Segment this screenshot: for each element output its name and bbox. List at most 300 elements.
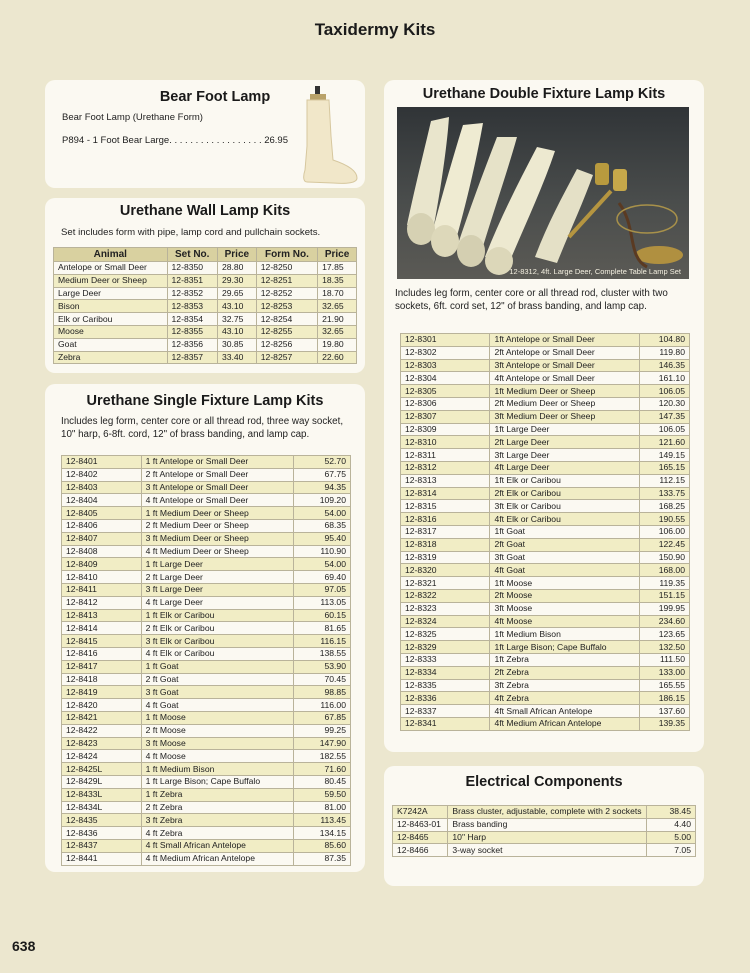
table-cell: 182.55: [294, 750, 351, 763]
table-cell: 30.85: [217, 338, 256, 351]
table-cell: 12-8466: [393, 844, 448, 857]
table-row: [62, 609, 351, 622]
table-cell: 12-8408: [62, 545, 142, 558]
table-cell: 12-8434L: [62, 801, 142, 814]
table-cell: 12-8415: [62, 635, 142, 648]
wall-kits-table: [53, 247, 357, 364]
table-cell: 116.15: [294, 635, 351, 648]
table-row: [62, 750, 351, 763]
table-cell: 12-8421: [62, 711, 142, 724]
table-cell: 2 ft Zebra: [141, 801, 294, 814]
table-cell: 165.55: [640, 679, 690, 692]
wall-kits-card: [45, 198, 365, 373]
table-cell: 97.05: [294, 583, 351, 596]
table-cell: 54.00: [294, 558, 351, 571]
table-cell: 1 ft Medium Deer or Sheep: [141, 507, 294, 520]
table-cell: 12-8306: [401, 397, 490, 410]
table-cell: 113.45: [294, 814, 351, 827]
table-cell: 4 ft Medium Deer or Sheep: [141, 545, 294, 558]
table-cell: 2 ft Antelope or Small Deer: [141, 468, 294, 481]
table-row: [401, 641, 690, 654]
table-cell: 12-8433L: [62, 788, 142, 801]
table-cell: 3 ft Elk or Caribou: [141, 635, 294, 648]
table-row: [54, 300, 357, 313]
table-cell: 12-8257: [256, 351, 317, 364]
table-cell: 4 ft Medium African Antelope: [141, 852, 294, 865]
table-row: [393, 818, 696, 831]
table-cell: 17.85: [318, 262, 357, 275]
table-cell: 1ft Medium Bison: [490, 628, 640, 641]
table-cell: 12-8336: [401, 692, 490, 705]
single-kits-description: Includes leg form, center core or all thread rod, three way socket, 10" harp, 6-8ft. cord, 12" of brass banding, and lamp cap.: [61, 416, 344, 440]
table-row: [62, 724, 351, 737]
table-cell: 1ft Antelope or Small Deer: [490, 334, 640, 347]
table-cell: 133.75: [640, 487, 690, 500]
table-cell: Zebra: [54, 351, 168, 364]
table-cell: 4 ft Small African Antelope: [141, 839, 294, 852]
table-cell: 22.60: [318, 351, 357, 364]
table-cell: 70.45: [294, 673, 351, 686]
table-cell: 4.40: [646, 818, 695, 831]
table-cell: 1 ft Elk or Caribou: [141, 609, 294, 622]
table-row: [401, 410, 690, 423]
table-cell: 3ft Elk or Caribou: [490, 500, 640, 513]
table-cell: 12-8324: [401, 615, 490, 628]
table-cell: 4 ft Elk or Caribou: [141, 647, 294, 660]
table-row: [62, 673, 351, 686]
table-header-cell: Set No.: [167, 248, 217, 262]
table-cell: 12-8312: [401, 461, 490, 474]
table-row: [401, 666, 690, 679]
table-cell: 12-8322: [401, 589, 490, 602]
table-row: [393, 831, 696, 844]
table-cell: 33.40: [217, 351, 256, 364]
table-cell: 2ft Medium Deer or Sheep: [490, 397, 640, 410]
table-cell: 3 ft Zebra: [141, 814, 294, 827]
table-row: [62, 494, 351, 507]
table-cell: Goat: [54, 338, 168, 351]
table-row: [62, 545, 351, 558]
table-cell: 147.90: [294, 737, 351, 750]
table-cell: 12-8304: [401, 372, 490, 385]
electrical-table: [392, 805, 696, 857]
table-cell: 98.85: [294, 686, 351, 699]
bear-foot-subtitle: Bear Foot Lamp (Urethane Form): [62, 112, 203, 123]
table-row: [54, 274, 357, 287]
table-cell: 12-8341: [401, 717, 490, 730]
electrical-title: Electrical Components: [465, 774, 623, 790]
table-cell: 165.15: [640, 461, 690, 474]
table-cell: 106.05: [640, 385, 690, 398]
table-cell: 85.60: [294, 839, 351, 852]
table-cell: 2 ft Elk or Caribou: [141, 622, 294, 635]
table-row: [62, 763, 351, 776]
table-cell: 32.75: [217, 313, 256, 326]
table-cell: 1 ft Goat: [141, 660, 294, 673]
table-cell: 1ft Large Bison; Cape Buffalo: [490, 641, 640, 654]
table-cell: 4ft Elk or Caribou: [490, 513, 640, 526]
table-cell: 10" Harp: [448, 831, 646, 844]
table-row: [62, 827, 351, 840]
table-cell: 4ft Small African Antelope: [490, 705, 640, 718]
table-cell: 1 ft Large Deer: [141, 558, 294, 571]
table-cell: 119.80: [640, 346, 690, 359]
table-cell: Antelope or Small Deer: [54, 262, 168, 275]
double-lamp-photo: [397, 107, 689, 279]
table-cell: 29.65: [217, 287, 256, 300]
table-row: [62, 699, 351, 712]
table-row: [62, 788, 351, 801]
table-cell: 12-8435: [62, 814, 142, 827]
table-row: [401, 679, 690, 692]
table-cell: 4ft Zebra: [490, 692, 640, 705]
table-cell: 110.90: [294, 545, 351, 558]
table-cell: 104.80: [640, 334, 690, 347]
table-cell: 161.10: [640, 372, 690, 385]
table-cell: 2 ft Large Deer: [141, 571, 294, 584]
table-row: [54, 338, 357, 351]
table-cell: 4 ft Large Deer: [141, 596, 294, 609]
table-cell: 12-8410: [62, 571, 142, 584]
table-cell: 12-8315: [401, 500, 490, 513]
table-cell: 1ft Medium Deer or Sheep: [490, 385, 640, 398]
table-cell: 1ft Moose: [490, 577, 640, 590]
table-row: [54, 313, 357, 326]
table-row: [62, 852, 351, 865]
table-cell: 12-8325: [401, 628, 490, 641]
table-row: [54, 287, 357, 300]
table-cell: 4ft Moose: [490, 615, 640, 628]
double-kits-description: Includes leg form, center core or all thread rod, cluster with two sockets, 6ft. cord set, 12" of brass banding, and lamp cap.: [395, 288, 668, 312]
table-cell: 21.90: [318, 313, 357, 326]
table-row: [401, 538, 690, 551]
table-cell: 12-8254: [256, 313, 317, 326]
table-cell: 151.15: [640, 589, 690, 602]
table-cell: 12-8354: [167, 313, 217, 326]
table-row: [401, 717, 690, 730]
table-cell: 137.60: [640, 705, 690, 718]
table-cell: 168.25: [640, 500, 690, 513]
table-cell: 3ft Medium Deer or Sheep: [490, 410, 640, 423]
table-cell: 12-8403: [62, 481, 142, 494]
table-cell: 234.60: [640, 615, 690, 628]
table-cell: 1ft Elk or Caribou: [490, 474, 640, 487]
table-cell: 12-8416: [62, 647, 142, 660]
table-cell: 12-8401: [62, 456, 142, 469]
table-cell: 168.00: [640, 564, 690, 577]
table-cell: 80.45: [294, 775, 351, 788]
table-cell: 3 ft Moose: [141, 737, 294, 750]
table-cell: 12-8302: [401, 346, 490, 359]
bear-foot-lamp-image: [293, 86, 363, 184]
table-cell: 12-8313: [401, 474, 490, 487]
table-row: [401, 513, 690, 526]
table-cell: 12-8314: [401, 487, 490, 500]
table-cell: 133.00: [640, 666, 690, 679]
bear-foot-item: P894 - 1 Foot Bear Large. . . . . . . . . . . . . . . . . . 26.95: [62, 135, 288, 146]
table-row: [401, 487, 690, 500]
table-cell: Brass banding: [448, 818, 646, 831]
table-cell: 2 ft Medium Deer or Sheep: [141, 519, 294, 532]
table-cell: 12-8253: [256, 300, 317, 313]
table-cell: 123.65: [640, 628, 690, 641]
table-cell: 149.15: [640, 449, 690, 462]
table-cell: 68.35: [294, 519, 351, 532]
table-cell: 199.95: [640, 602, 690, 615]
table-cell: 12-8316: [401, 513, 490, 526]
table-row: [62, 801, 351, 814]
table-row: [62, 558, 351, 571]
double-kits-title: Urethane Double Fixture Lamp Kits: [422, 86, 666, 102]
table-cell: 120.30: [640, 397, 690, 410]
table-cell: 95.40: [294, 532, 351, 545]
table-row: [62, 596, 351, 609]
table-cell: 53.90: [294, 660, 351, 673]
table-cell: 2 ft Moose: [141, 724, 294, 737]
table-cell: 1 ft Moose: [141, 711, 294, 724]
table-cell: 12-8319: [401, 551, 490, 564]
table-cell: 3 ft Antelope or Small Deer: [141, 481, 294, 494]
table-row: [401, 564, 690, 577]
table-cell: 69.40: [294, 571, 351, 584]
table-row: [401, 615, 690, 628]
double-kits-card: [384, 80, 704, 752]
table-cell: 186.15: [640, 692, 690, 705]
table-row: [401, 551, 690, 564]
table-cell: 112.15: [640, 474, 690, 487]
table-row: [401, 334, 690, 347]
table-cell: 12-8422: [62, 724, 142, 737]
table-cell: 3ft Moose: [490, 602, 640, 615]
table-cell: 4 ft Zebra: [141, 827, 294, 840]
single-kits-card: [45, 384, 365, 872]
table-row: [62, 583, 351, 596]
table-cell: Brass cluster, adjustable, complete with 2 sockets: [448, 806, 646, 819]
table-cell: 3 ft Goat: [141, 686, 294, 699]
bear-foot-card: [45, 80, 365, 188]
table-cell: 12-8321: [401, 577, 490, 590]
table-row: [401, 397, 690, 410]
table-cell: 12-8355: [167, 325, 217, 338]
table-row: [401, 385, 690, 398]
table-cell: Large Deer: [54, 287, 168, 300]
table-row: [62, 507, 351, 520]
lamp-legs-illustration: [397, 107, 689, 279]
table-cell: 1ft Zebra: [490, 653, 640, 666]
table-cell: 99.25: [294, 724, 351, 737]
table-cell: 12-8404: [62, 494, 142, 507]
table-cell: 12-8333: [401, 653, 490, 666]
electrical-card: [384, 766, 704, 886]
table-cell: 29.30: [217, 274, 256, 287]
table-cell: 4 ft Moose: [141, 750, 294, 763]
table-cell: 5.00: [646, 831, 695, 844]
table-cell: 19.80: [318, 338, 357, 351]
table-row: [401, 359, 690, 372]
table-row: [62, 814, 351, 827]
table-cell: 12-8357: [167, 351, 217, 364]
table-row: [62, 775, 351, 788]
table-cell: 43.10: [217, 300, 256, 313]
table-cell: 146.35: [640, 359, 690, 372]
table-header-cell: Form No.: [256, 248, 317, 262]
table-cell: 12-8424: [62, 750, 142, 763]
table-cell: 106.00: [640, 525, 690, 538]
table-cell: 2ft Goat: [490, 538, 640, 551]
table-row: [401, 525, 690, 538]
table-cell: 106.05: [640, 423, 690, 436]
table-cell: 4 ft Antelope or Small Deer: [141, 494, 294, 507]
table-cell: 12-8437: [62, 839, 142, 852]
table-row: [54, 262, 357, 275]
table-cell: 3 ft Medium Deer or Sheep: [141, 532, 294, 545]
table-row: [62, 711, 351, 724]
table-row: [401, 628, 690, 641]
table-cell: 150.90: [640, 551, 690, 564]
table-cell: 38.45: [646, 806, 695, 819]
table-cell: 67.75: [294, 468, 351, 481]
table-cell: 12-8402: [62, 468, 142, 481]
table-cell: 81.65: [294, 622, 351, 635]
table-cell: 12-8417: [62, 660, 142, 673]
table-row: [393, 844, 696, 857]
table-cell: 12-8412: [62, 596, 142, 609]
table-row: [401, 705, 690, 718]
table-cell: 12-8425L: [62, 763, 142, 776]
table-cell: 12-8413: [62, 609, 142, 622]
table-cell: 32.65: [318, 300, 357, 313]
table-cell: 190.55: [640, 513, 690, 526]
table-cell: 12-8436: [62, 827, 142, 840]
table-row: [62, 839, 351, 852]
table-cell: 12-8256: [256, 338, 317, 351]
table-cell: 43.10: [217, 325, 256, 338]
table-cell: 4ft Goat: [490, 564, 640, 577]
table-cell: 1 ft Antelope or Small Deer: [141, 456, 294, 469]
table-cell: 1 ft Zebra: [141, 788, 294, 801]
table-row: [62, 571, 351, 584]
photo-caption: 12-8312, 4ft. Large Deer, Complete Table Lamp Set: [509, 267, 681, 276]
table-cell: 12-8320: [401, 564, 490, 577]
wall-kits-title: Urethane Wall Lamp Kits: [119, 203, 291, 219]
table-row: [401, 602, 690, 615]
table-row: [54, 325, 357, 338]
table-cell: 12-8301: [401, 334, 490, 347]
table-row: [393, 806, 696, 819]
table-cell: 12-8303: [401, 359, 490, 372]
table-cell: 59.50: [294, 788, 351, 801]
table-cell: 1 ft Medium Bison: [141, 763, 294, 776]
table-row: [401, 449, 690, 462]
table-cell: 2ft Moose: [490, 589, 640, 602]
table-cell: 12-8318: [401, 538, 490, 551]
table-cell: 3ft Goat: [490, 551, 640, 564]
table-cell: 12-8441: [62, 852, 142, 865]
table-cell: 52.70: [294, 456, 351, 469]
table-row: [62, 737, 351, 750]
table-cell: 12-8334: [401, 666, 490, 679]
table-cell: 28.80: [217, 262, 256, 275]
table-cell: 12-8465: [393, 831, 448, 844]
table-cell: 4ft Medium African Antelope: [490, 717, 640, 730]
table-row: [401, 346, 690, 359]
table-row: [401, 372, 690, 385]
table-cell: 1ft Large Deer: [490, 423, 640, 436]
table-cell: 67.85: [294, 711, 351, 724]
table-cell: 109.20: [294, 494, 351, 507]
table-cell: 12-8352: [167, 287, 217, 300]
table-cell: 2ft Antelope or Small Deer: [490, 346, 640, 359]
table-row: [62, 622, 351, 635]
table-row: [62, 468, 351, 481]
table-row: [401, 577, 690, 590]
table-row: [401, 500, 690, 513]
table-cell: 111.50: [640, 653, 690, 666]
table-row: [54, 351, 357, 364]
single-kits-table: [61, 455, 351, 866]
table-cell: 12-8252: [256, 287, 317, 300]
table-row: [401, 589, 690, 602]
table-cell: 54.00: [294, 507, 351, 520]
table-cell: 12-8317: [401, 525, 490, 538]
table-cell: 12-8337: [401, 705, 490, 718]
table-cell: 121.60: [640, 436, 690, 449]
bear-foot-title: Bear Foot Lamp: [159, 89, 271, 105]
table-cell: 138.55: [294, 647, 351, 660]
table-cell: 3-way socket: [448, 844, 646, 857]
page-title: Taxidermy Kits: [314, 20, 436, 39]
table-cell: 12-8351: [167, 274, 217, 287]
table-cell: 3 ft Large Deer: [141, 583, 294, 596]
table-row: [401, 436, 690, 449]
table-cell: 12-8250: [256, 262, 317, 275]
table-cell: 113.05: [294, 596, 351, 609]
table-cell: 12-8411: [62, 583, 142, 596]
table-row: [401, 653, 690, 666]
table-cell: 12-8406: [62, 519, 142, 532]
table-cell: 87.35: [294, 852, 351, 865]
table-cell: 147.35: [640, 410, 690, 423]
table-cell: 81.00: [294, 801, 351, 814]
table-cell: 12-8311: [401, 449, 490, 462]
table-cell: 12-8414: [62, 622, 142, 635]
table-cell: 18.35: [318, 274, 357, 287]
table-row: [62, 532, 351, 545]
table-cell: 134.15: [294, 827, 351, 840]
table-cell: 116.00: [294, 699, 351, 712]
table-cell: 119.35: [640, 577, 690, 590]
table-header-cell: Price: [318, 248, 357, 262]
table-cell: 18.70: [318, 287, 357, 300]
table-cell: 12-8356: [167, 338, 217, 351]
table-cell: 1 ft Large Bison; Cape Buffalo: [141, 775, 294, 788]
table-cell: 3ft Zebra: [490, 679, 640, 692]
table-cell: 3ft Antelope or Small Deer: [490, 359, 640, 372]
table-cell: 12-8323: [401, 602, 490, 615]
table-cell: 12-8420: [62, 699, 142, 712]
table-cell: 12-8423: [62, 737, 142, 750]
table-cell: 139.35: [640, 717, 690, 730]
table-cell: 4 ft Goat: [141, 699, 294, 712]
table-row: [401, 461, 690, 474]
table-cell: 3ft Large Deer: [490, 449, 640, 462]
single-kits-title: Urethane Single Fixture Lamp Kits: [86, 393, 324, 409]
double-kits-table: [400, 333, 690, 731]
table-row: [62, 660, 351, 673]
table-cell: 1ft Goat: [490, 525, 640, 538]
table-cell: 132.50: [640, 641, 690, 654]
table-cell: 12-8305: [401, 385, 490, 398]
